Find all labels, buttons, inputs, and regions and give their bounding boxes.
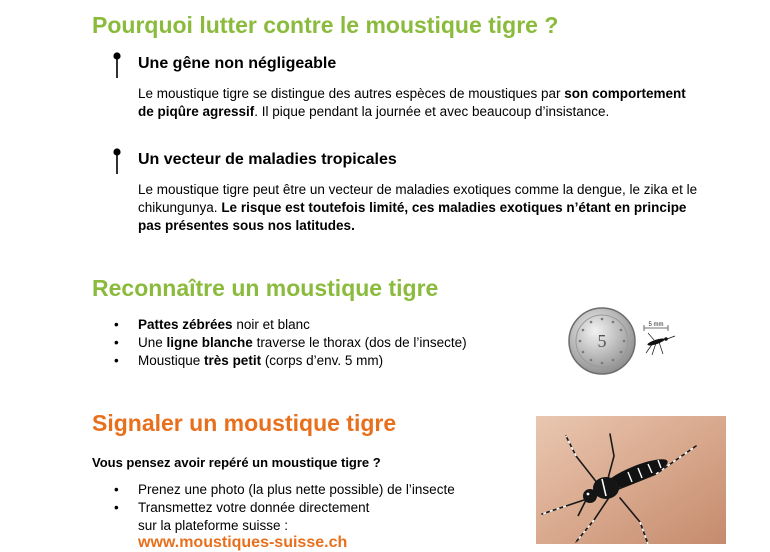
- tiger-mosquito-photo: [536, 416, 726, 544]
- section-title-pourquoi: Pourquoi lutter contre le moustique tigre ?: [92, 12, 559, 38]
- report-question: Vous pensez avoir repéré un moustique tigre ?: [92, 455, 381, 470]
- list-item: • Une ligne blanche traverse le thorax (dos de l’insecte): [110, 334, 467, 352]
- subheading-vecteur: Un vecteur de maladies tropicales: [138, 151, 397, 168]
- pin-icon: [113, 148, 121, 174]
- subheading-gene: Une gêne non négligeable: [138, 55, 337, 72]
- svg-text:5 mm: 5 mm: [648, 322, 664, 328]
- recognition-list: [110, 316, 467, 370]
- list-item: • Transmettez votre donnée directement sur la plateforme suisse :: [110, 499, 455, 535]
- section-title-reconnaitre: Reconnaître un moustique tigre: [92, 275, 439, 301]
- paragraph-gene: Le moustique tigre se distingue des autres espèces de moustiques par son comportement de piqûre agressif. Il pique pendant la journée et avec beaucoup d’insistance.: [138, 86, 686, 119]
- list-item: • Moustique très petit (corps d’env. 5 mm): [110, 352, 467, 370]
- pin-icon: [113, 52, 121, 78]
- list-item: • Pattes zébrées noir et blanc: [110, 316, 467, 334]
- list-item: • Prenez une photo (la plus nette possible) de l’insecte: [110, 481, 455, 499]
- website-link[interactable]: www.moustiques-suisse.ch: [138, 534, 348, 551]
- mosquito-scale-icon: [638, 318, 680, 360]
- section-title-signaler: Signaler un moustique tigre: [92, 410, 397, 436]
- report-list: [110, 481, 455, 535]
- paragraph-vecteur: Le moustique tigre peut être un vecteur de maladies exotiques comme la dengue, le zika et le chikungunya. Le risque est toutefois limité, ces maladies exotiques n’étant en principe pas présentes sous nos latitudes.: [138, 182, 698, 233]
- svg-text:5: 5: [597, 331, 607, 351]
- coin-icon: [568, 307, 636, 375]
